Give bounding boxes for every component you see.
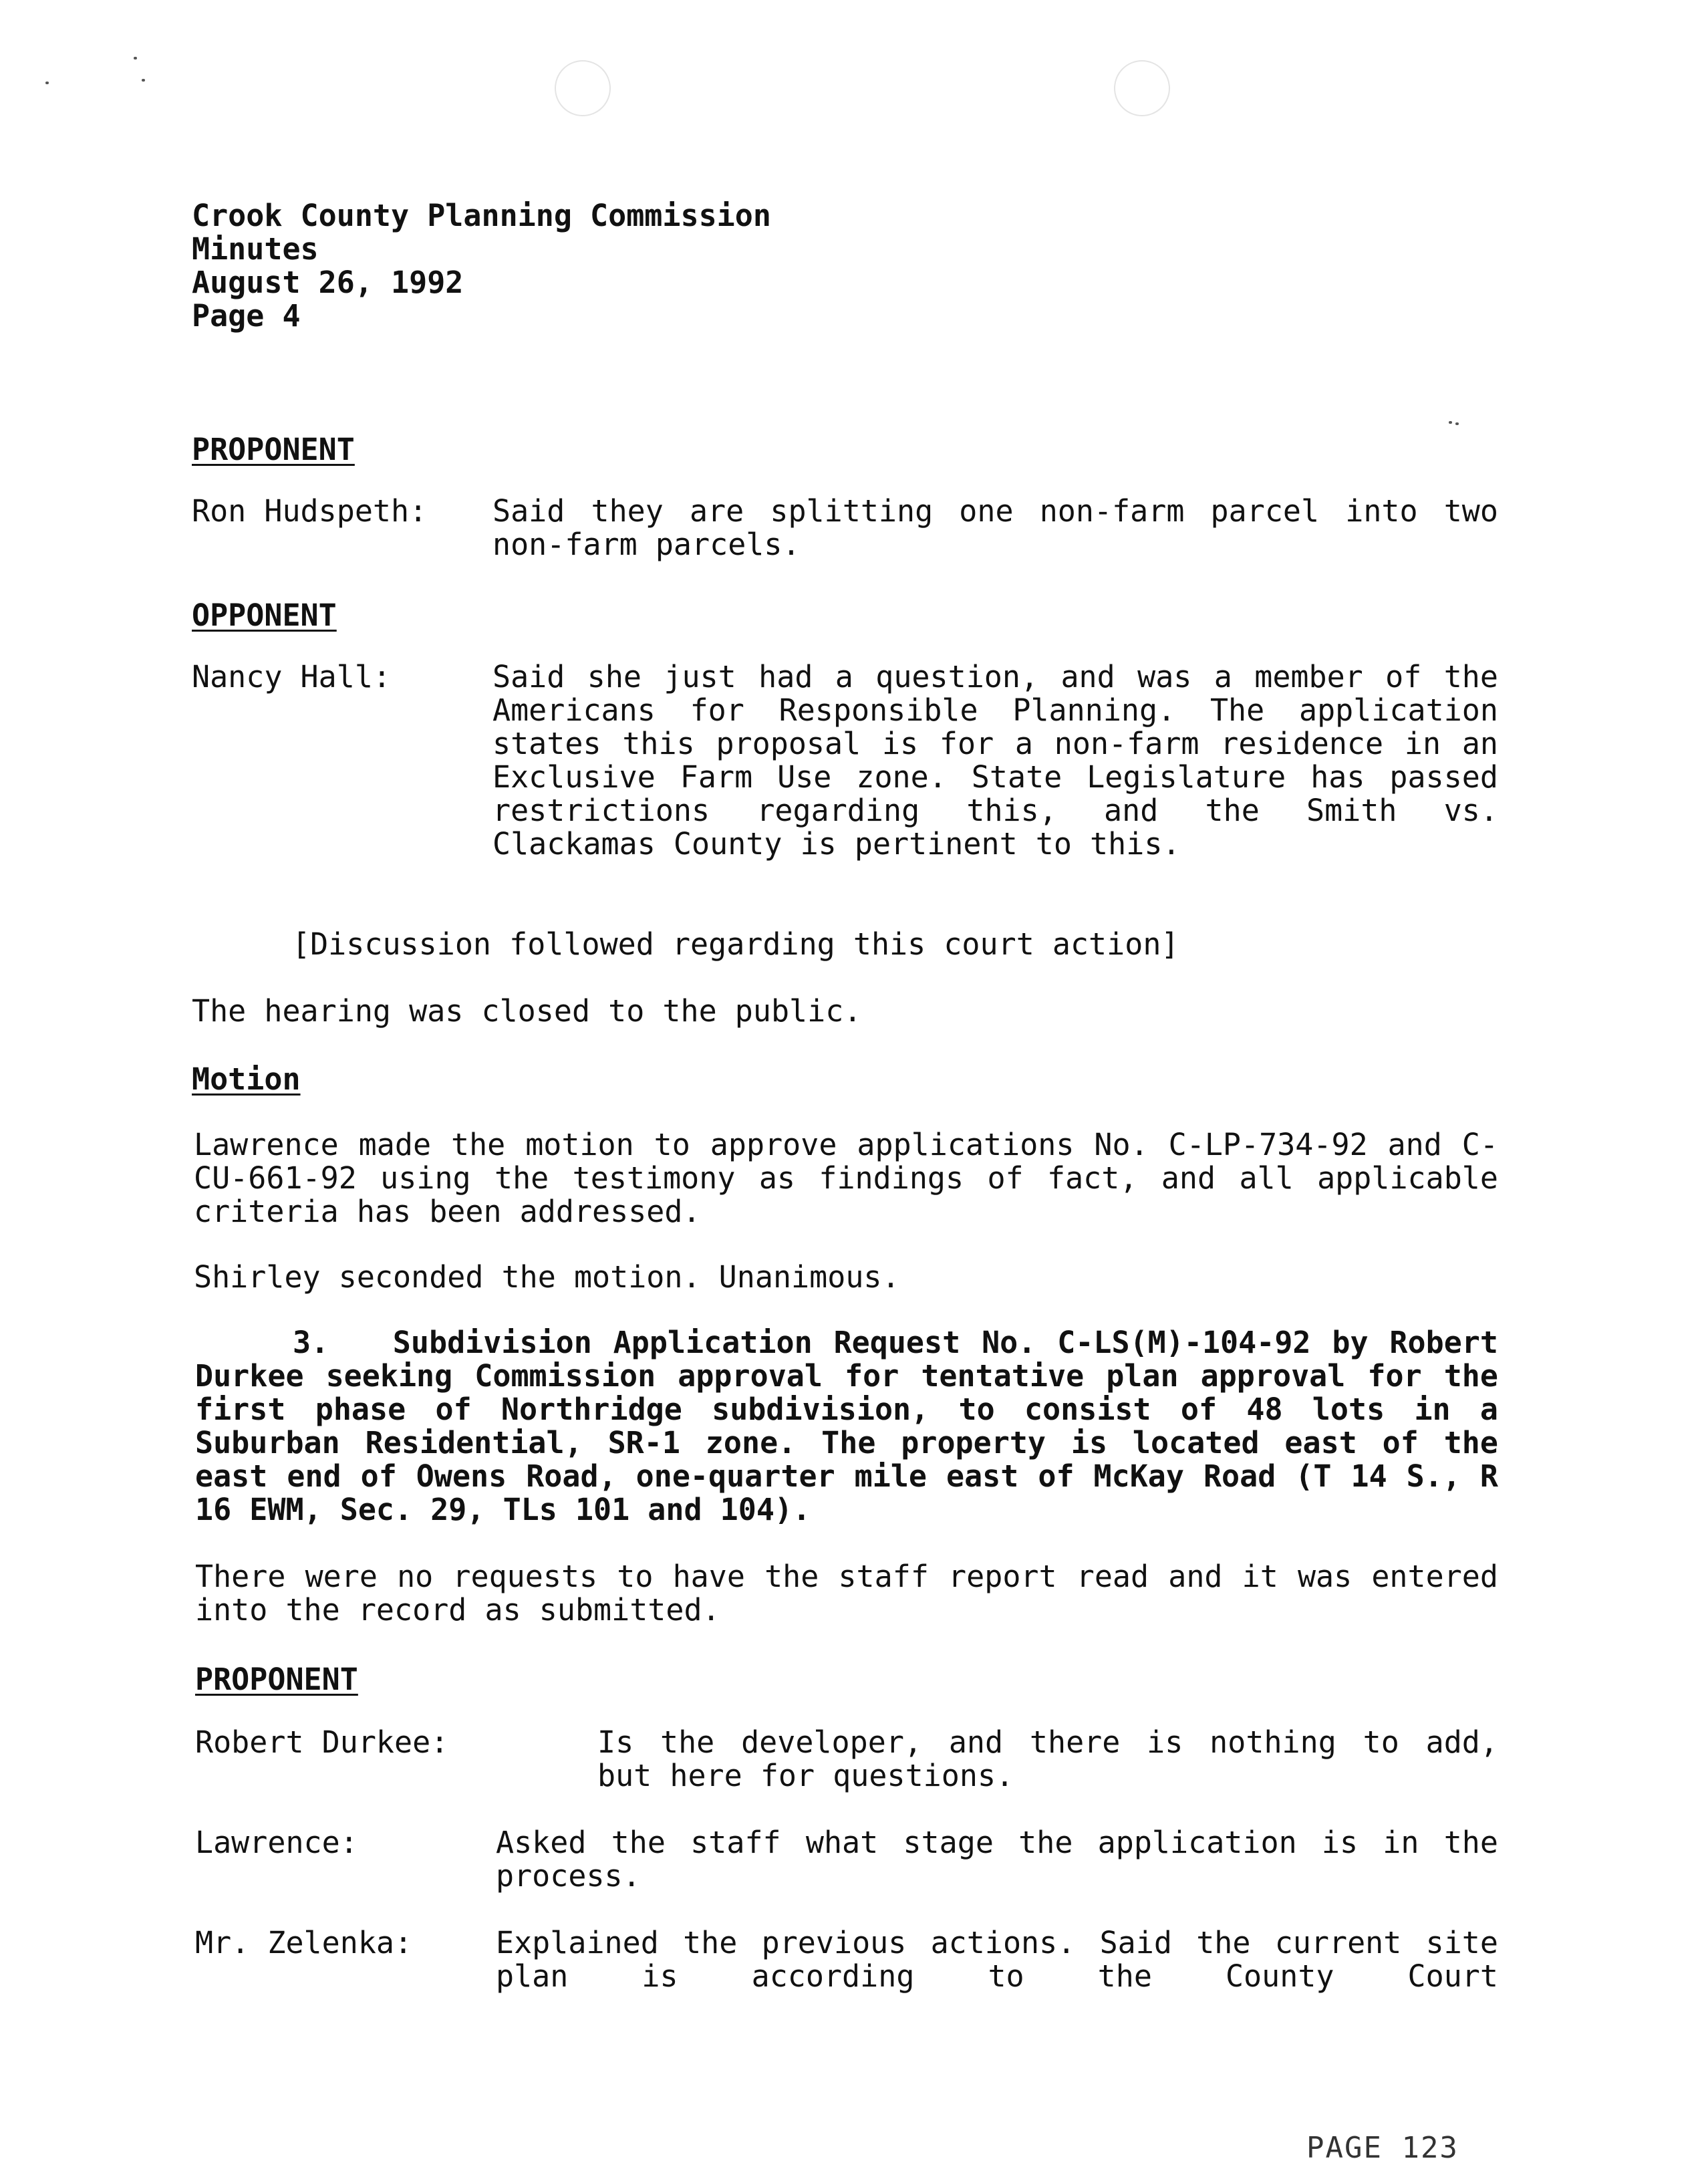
speaker-statement: Said they are splitting one non-farm parcel into two non-farm parcels. <box>492 493 1498 562</box>
agenda-item-number: 3. <box>293 1325 329 1360</box>
motion-heading: Motion <box>192 1061 301 1097</box>
speaker-name: Lawrence: <box>195 1825 358 1860</box>
speaker-name: Nancy Hall: <box>192 659 392 694</box>
header-doc-type: Minutes <box>192 231 319 267</box>
proponent-heading: PROPONENT <box>192 432 355 467</box>
scan-speck <box>1455 422 1459 425</box>
second-text: Shirley seconded the motion. Unanimous. <box>194 1259 900 1295</box>
speaker-name: Ron Hudspeth: <box>192 493 428 529</box>
agenda-item-3 <box>195 1326 1498 1527</box>
discussion-note: [Discussion followed regarding this court action] <box>292 926 1179 962</box>
scan-speck <box>142 79 145 82</box>
scan-speck <box>134 57 137 59</box>
header-org: Crook County Planning Commission <box>192 198 771 233</box>
hearing-closed-text: The hearing was closed to the public. <box>192 993 862 1029</box>
proponent-heading-2: PROPONENT <box>195 1662 358 1697</box>
speaker-name: Robert Durkee: <box>195 1724 449 1760</box>
motion-text: Lawrence made the motion to approve applications No. C-LP-734-92 and C-CU-661-92 using the testimony as findings of fact, and all applicable criteria has been addressed. <box>194 1127 1498 1229</box>
punch-hole <box>555 60 611 116</box>
speaker-statement: Said she just had a question, and was a member of the Americans for Responsible Planning. The application states this proposal is for a non-farm residence in an Exclusive Farm Use zone. State Legislature has passed restrictions regarding this, and the Smith vs. Clackamas County is pertinent to this. <box>492 659 1498 862</box>
staff-report-text: There were no requests to have the staff report read and it was entered into the record as submitted. <box>195 1559 1498 1628</box>
opponent-heading: OPPONENT <box>192 598 337 633</box>
header-date: August 26, 1992 <box>192 265 464 300</box>
agenda-item-text: Subdivision Application Request No. C-LS(M)-104-92 by Robert Durkee seeking Commission approval for tentative plan approval for the first phase of Northridge subdivision, to consist of 48 lots in a Suburban Residential, SR-1 zone. The property is located east of the east end of Owens Road, one-quarter mile east of McKay Road (T 14 S., R 16 EWM, Sec. 29, TLs 101 and 104). <box>195 1325 1498 1527</box>
page-stamp: PAGE 123 <box>1306 2131 1459 2165</box>
speaker-statement: Is the developer, and there is nothing to add, but here for questions. <box>597 1724 1498 1793</box>
scan-speck <box>1449 421 1452 424</box>
speaker-statement: Asked the staff what stage the application is in the process. <box>496 1825 1498 1894</box>
speaker-name: Mr. Zelenka: <box>195 1925 413 1960</box>
punch-hole <box>1114 60 1170 116</box>
header-page: Page 4 <box>192 298 301 334</box>
speaker-statement: Explained the previous actions. Said the current site plan is according to the County Court <box>496 1925 1498 1994</box>
scan-speck <box>45 82 49 84</box>
